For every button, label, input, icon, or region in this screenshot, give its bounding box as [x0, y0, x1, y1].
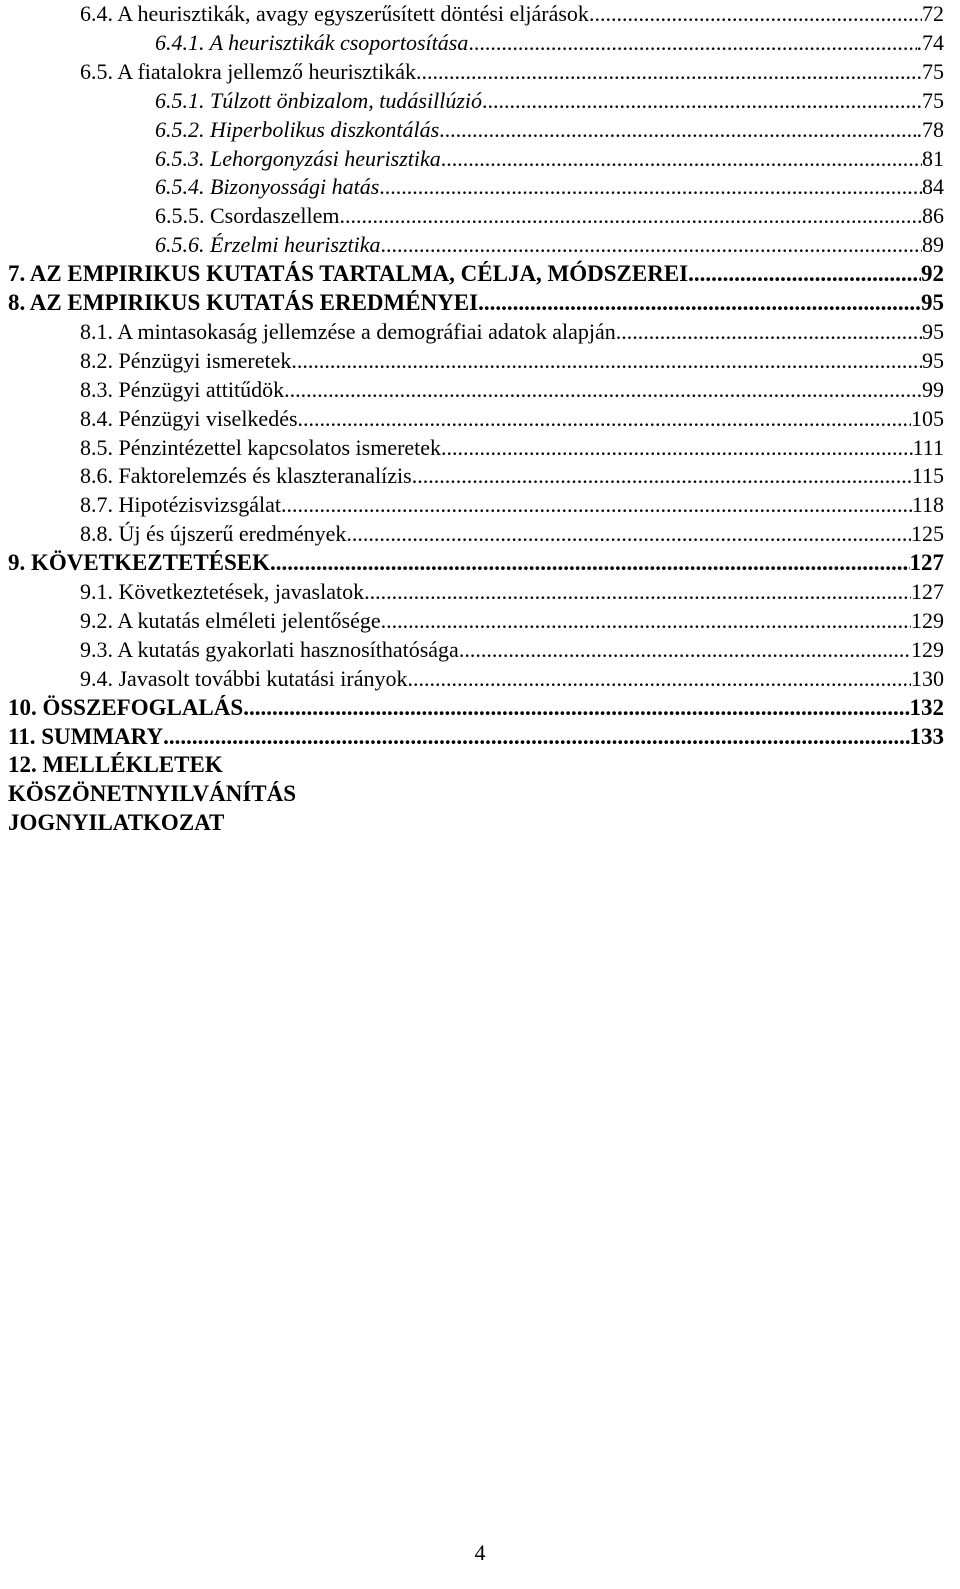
toc-entry[interactable] — [80, 434, 944, 462]
toc-entry-title-text: Pénzintézettel kapcsolatos ismeretek — [118, 434, 442, 460]
toc-entry-title-text: Érzelmi heurisztika — [210, 232, 381, 258]
toc-entry[interactable] — [155, 173, 944, 201]
toc-entry-title — [8, 809, 224, 837]
toc-entry-title — [80, 0, 589, 28]
toc-dot-leader — [364, 578, 911, 606]
toc-dot-leader — [468, 29, 916, 57]
toc-entry-title — [8, 694, 243, 722]
toc-entry-title-text: Új és újszerű eredmények — [118, 521, 347, 547]
toc-entry-title-text: A fiatalokra jellemző heurisztikák — [117, 58, 417, 84]
toc-entry[interactable] — [8, 809, 224, 837]
toc-entry-number: 9.1. — [80, 579, 113, 604]
toc-entry-title — [80, 665, 408, 693]
toc-entry[interactable] — [155, 116, 944, 144]
toc-entry-number: 8.7. — [80, 492, 113, 518]
toc-dot-leader — [270, 549, 909, 577]
toc-entry-page: 111 — [912, 434, 944, 460]
toc-entry-title — [80, 462, 412, 490]
toc-entry-number: 8. — [8, 290, 26, 315]
toc-entry-title-text: Következtetések, javaslatok — [118, 579, 365, 604]
toc-entry-page: 129 — [911, 607, 944, 633]
toc-entry-title-text: KÖVETKEZTETÉSEK — [31, 550, 271, 576]
toc-entry[interactable] — [8, 289, 944, 317]
toc-dot-leader — [281, 491, 912, 519]
toc-entry-title-text: A heurisztikák, avagy egyszerűsített döntési eljárások — [117, 1, 589, 26]
toc-entry-number: 9.4. — [80, 665, 113, 691]
toc-entry-title-text: Hipotézisvizsgálat — [118, 492, 282, 518]
toc-entry[interactable] — [8, 260, 944, 288]
toc-entry[interactable] — [155, 145, 944, 173]
toc-dot-leader — [381, 607, 911, 635]
toc-dot-leader — [589, 0, 922, 28]
toc-dot-leader — [616, 318, 922, 346]
toc-dot-leader — [441, 145, 922, 173]
toc-dot-leader — [412, 462, 912, 490]
toc-dot-leader — [441, 434, 913, 462]
toc-entry-number: 8.8. — [80, 521, 113, 547]
toc-entry-page: 118 — [911, 492, 944, 518]
toc-entry-number: 6.5.4. — [155, 174, 205, 200]
toc-entry-title-text: MELLÉKLETEK — [42, 752, 223, 778]
toc-entry-page: 84 — [922, 174, 944, 200]
toc-entry[interactable] — [8, 694, 944, 722]
toc-entry-title-text: ÖSSZEFOGLALÁS — [42, 694, 244, 720]
toc-entry-number: 6.4.1. — [155, 29, 205, 55]
toc-entry-title-text: A kutatás gyakorlati hasznosíthatósága — [117, 636, 459, 662]
toc-entry[interactable] — [80, 0, 944, 28]
toc-entry[interactable] — [155, 87, 944, 115]
toc-entry[interactable] — [80, 347, 944, 375]
toc-dot-leader — [688, 260, 921, 288]
toc-entry-page: 105 — [911, 405, 944, 431]
toc-entry-title-text: A kutatás elméleti jelentősége — [117, 607, 381, 633]
toc-entry[interactable] — [8, 751, 223, 779]
toc-entry-number: 8.6. — [80, 463, 113, 489]
toc-entry-title-text: A mintasokaság jellemzése a demográfiai adatok alapján — [117, 318, 616, 344]
toc-entry-number: 6.5.3. — [155, 145, 205, 171]
toc-entry-title-text: Faktorelemzés és klaszteranalízis — [118, 463, 412, 489]
toc-entry-title — [80, 376, 284, 404]
toc-entry-number: 6.5.5. — [155, 203, 205, 229]
toc-entry-page: 132 — [909, 694, 944, 720]
toc-dot-leader — [340, 202, 922, 230]
toc-entry-title — [80, 607, 381, 635]
toc-entry-title-text: Pénzügyi attitűdök — [118, 376, 285, 402]
toc-entry[interactable] — [80, 520, 944, 548]
toc-entry-number: 6.5.6. — [155, 232, 205, 258]
toc-entry[interactable] — [155, 202, 944, 230]
toc-entry[interactable] — [8, 549, 944, 577]
toc-entry-page: 115 — [911, 463, 944, 489]
toc-entry-title-text: JOGNYILATKOZAT — [8, 810, 225, 836]
toc-entry-number: 6.5.1. — [155, 87, 205, 113]
toc-dot-leader — [346, 520, 911, 548]
toc-entry-page: 92 — [921, 261, 944, 287]
toc-entry-title-text: AZ EMPIRIKUS KUTATÁS EREDMÉNYEI — [29, 290, 479, 315]
toc-dot-leader — [482, 87, 917, 115]
toc-entry-page: 75 — [922, 58, 944, 84]
toc-entry-number: 8.5. — [80, 434, 113, 460]
toc-entry-title-text: Túlzott önbizalom, tudásillúzió — [210, 87, 482, 113]
toc-dot-leader — [284, 376, 922, 404]
toc-entry-title — [8, 723, 163, 751]
toc-entry-page: 86 — [922, 203, 944, 229]
toc-entry-number: 7. — [8, 261, 26, 287]
toc-entry-title — [155, 202, 340, 230]
toc-entry-title-text: Pénzügyi ismeretek — [118, 347, 292, 373]
toc-entry-title — [155, 145, 441, 173]
toc-entry-title-text: AZ EMPIRIKUS KUTATÁS TARTALMA, CÉLJA, MÓDSZEREI — [29, 261, 689, 287]
toc-entry[interactable] — [80, 491, 944, 519]
toc-entry-title — [155, 116, 439, 144]
toc-dot-leader — [163, 723, 909, 751]
toc-dot-leader — [439, 116, 916, 144]
toc-entry[interactable] — [80, 462, 944, 490]
toc-entry-title — [80, 347, 291, 375]
toc-dot-leader — [416, 58, 922, 86]
toc-entry[interactable] — [80, 376, 944, 404]
toc-entry[interactable] — [80, 607, 944, 635]
toc-entry[interactable] — [80, 578, 944, 606]
toc-entry-number: 8.3. — [80, 376, 113, 402]
toc-entry-title-text: Bizonyossági hatás — [210, 174, 380, 200]
toc-dot-leader — [379, 173, 922, 201]
toc-entry[interactable] — [80, 636, 944, 664]
toc-dot-leader — [243, 694, 909, 722]
toc-entry[interactable] — [80, 405, 944, 433]
toc-entry-page: .75 — [916, 87, 944, 113]
toc-entry-page: 130 — [911, 665, 944, 691]
toc-entry-page: 127 — [911, 579, 944, 604]
toc-entry-title-text: Pénzügyi viselkedés — [118, 405, 298, 431]
toc-entry-number: 9.2. — [80, 607, 113, 633]
toc-entry-title — [155, 173, 379, 201]
toc-entry-number: 12. — [8, 752, 37, 778]
toc-entry-page: 95 — [922, 318, 944, 344]
toc-entry-page: 129 — [911, 636, 944, 662]
toc-dot-leader — [408, 665, 912, 693]
toc-entry-title — [80, 578, 364, 606]
toc-entry-title-text: A heurisztikák csoportosítása — [209, 29, 469, 55]
toc-entry-title — [155, 29, 468, 57]
toc-entry-title-text: SUMMARY — [41, 723, 164, 749]
toc-entry[interactable] — [155, 231, 944, 259]
toc-entry-title — [8, 751, 223, 779]
toc-entry-number: 9. — [8, 550, 26, 576]
toc-entry-title — [80, 434, 441, 462]
toc-entry-number: 8.2. — [80, 347, 113, 373]
toc-entry-title-text: Javasolt további kutatási irányok — [118, 665, 408, 691]
toc-entry-page: 99 — [922, 376, 944, 402]
toc-entry-page: 89 — [922, 232, 944, 258]
toc-entry-page: 72 — [922, 1, 944, 26]
toc-dot-leader — [459, 636, 911, 664]
toc-entry-title — [80, 491, 281, 519]
toc-entry-title-text: Hiperbolikus diszkontálás — [210, 116, 440, 142]
toc-entry-number: 11. — [8, 723, 36, 749]
toc-entry-page: 127 — [909, 550, 944, 576]
toc-dot-leader — [381, 231, 923, 259]
toc-entry[interactable] — [80, 318, 944, 346]
toc-entry-title — [8, 549, 270, 577]
toc-entry-title — [155, 231, 381, 259]
toc-dot-leader — [298, 405, 911, 433]
toc-entry-title — [80, 520, 346, 548]
toc-entry-title — [80, 318, 616, 346]
toc-entry-title-text: KÖSZÖNETNYILVÁNÍTÁS — [8, 781, 297, 807]
toc-entry-number: 8.1. — [80, 318, 113, 344]
toc-entry-title — [80, 405, 298, 433]
toc-entry-number: 10. — [8, 694, 37, 720]
toc-entry-number: 8.4. — [80, 405, 113, 431]
toc-entry-number: 6.5.2. — [155, 116, 205, 142]
toc-entry[interactable] — [8, 723, 944, 751]
toc-entry[interactable] — [155, 29, 944, 57]
toc-entry-page: 95 — [921, 290, 944, 315]
toc-entry-title — [8, 780, 296, 808]
toc-entry-title — [8, 289, 478, 317]
toc-entry-number: 6.4. — [80, 1, 113, 26]
toc-entry-page: 125 — [911, 521, 944, 547]
toc-entry-title — [155, 87, 482, 115]
toc-entry-number: 6.5. — [80, 58, 113, 84]
toc-entry-page: 95 — [922, 347, 944, 373]
toc-entry-title — [8, 260, 688, 288]
toc-dot-leader — [478, 289, 921, 317]
toc-entry-page: .78 — [916, 116, 944, 142]
toc-entry-number: 9.3. — [80, 636, 113, 662]
toc-entry-title-text: Lehorgonyzási heurisztika — [210, 145, 441, 171]
toc-entry-title — [80, 58, 416, 86]
toc-entry-page: 81 — [922, 145, 944, 171]
toc-entry-title-text: Csordaszellem — [210, 203, 340, 229]
toc-entry[interactable] — [80, 665, 944, 693]
toc-entry[interactable] — [8, 780, 296, 808]
toc-entry-page: .74 — [916, 29, 944, 55]
toc-entry[interactable] — [80, 58, 944, 86]
toc-entry-title — [80, 636, 459, 664]
toc-entry-page: 133 — [909, 723, 944, 749]
toc-dot-leader — [291, 347, 922, 375]
page-number: 4 — [474, 1540, 486, 1565]
